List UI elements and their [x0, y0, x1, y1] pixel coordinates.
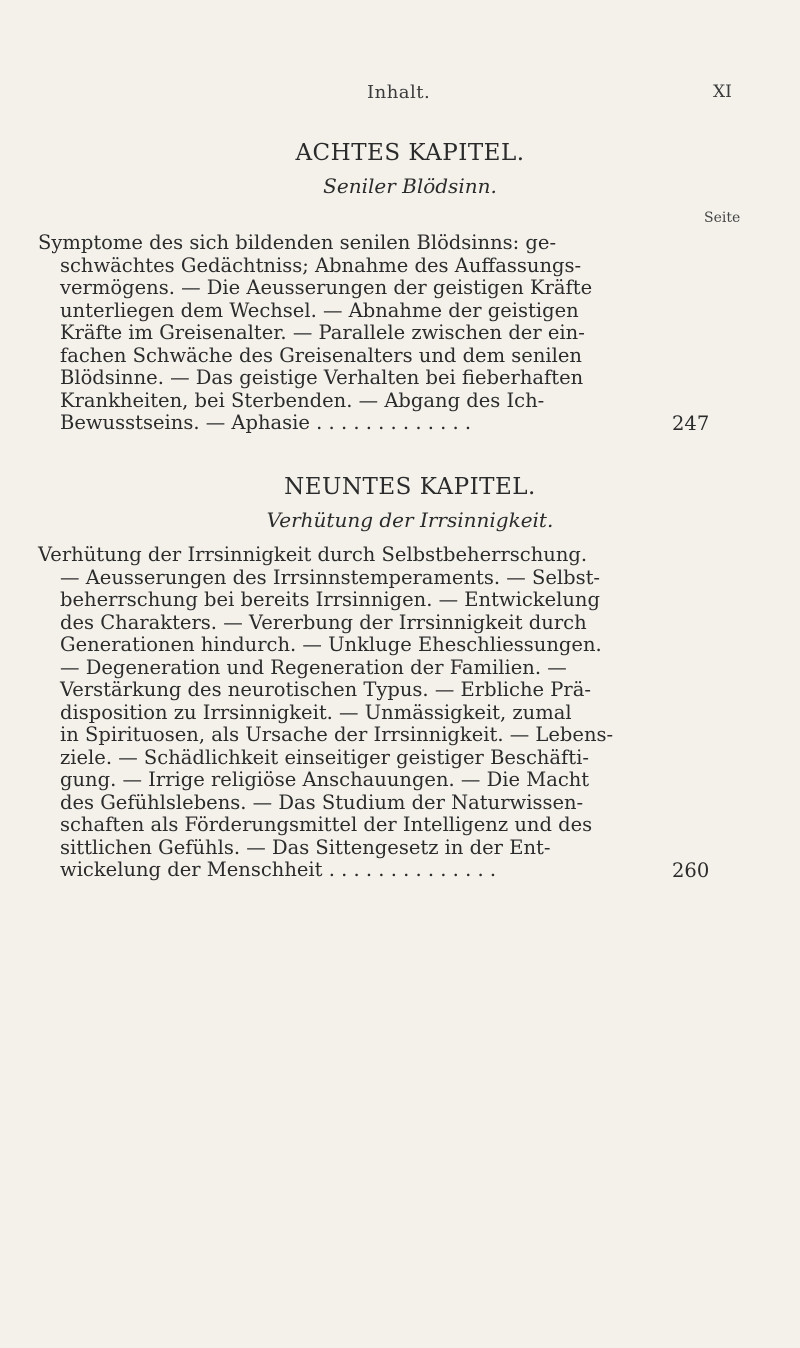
toc-line: Symptome des sich bildenden senilen Blödsinns: ge-	[38, 231, 557, 254]
chapter-8-contents	[38, 232, 718, 435]
toc-line: schwächtes Gedächtniss; Abnahme des Auffassungs-	[60, 253, 582, 277]
toc-line: Krankheiten, bei Sterbenden. — Abgang des Ich-	[60, 388, 545, 412]
toc-line: beherrschung bei bereits Irrsinnigen. — Entwickelung	[60, 588, 600, 611]
toc-line: ziele. — Schädlichkeit einseitiger geistiger Beschäfti-	[60, 745, 589, 769]
toc-line: Generationen hindurch. — Unkluge Eheschliessungen.	[60, 633, 602, 656]
toc-line: des Charakters. — Vererbung der Irrsinnigkeit durch	[60, 610, 587, 634]
chapter-9-heading	[0, 474, 800, 532]
toc-line: fachen Schwäche des Greisenalters und dem senilen	[60, 343, 582, 367]
toc-line: schaften als Förderungsmittel der Intelligenz und des	[60, 813, 593, 836]
seite-label: Seite	[704, 210, 741, 226]
toc-line: — Aeusserungen des Irrsinnstemperaments. — Selbst-	[60, 565, 601, 589]
toc-line: Verstärkung des neurotischen Typus. — Erbliche Prä-	[60, 678, 591, 701]
chapter-title: ACHTES KAPITEL.	[295, 140, 525, 166]
chapter-8-heading	[0, 140, 800, 198]
toc-line: — Degeneration und Regeneration der Familien. —	[60, 655, 567, 679]
chapter-subtitle: Seniler Blödsinn.	[323, 174, 497, 198]
toc-line: Bewusstseins. — Aphasie . . . . . . . . . . . . .	[60, 411, 472, 434]
chapter-title: NEUNTES KAPITEL.	[284, 474, 536, 500]
chapter-8-page-number: 247	[672, 412, 710, 435]
running-head	[0, 82, 800, 106]
toc-line: wickelung der Menschheit . . . . . . . . . . . . . .	[60, 858, 497, 881]
toc-line: Kräfte im Greisenalter. — Parallele zwischen der ein-	[60, 321, 585, 344]
running-head-page-number: XI	[713, 82, 732, 102]
chapter-9-page-number: 260	[672, 859, 710, 882]
toc-line: des Gefühlslebens. — Das Studium der Naturwissen-	[60, 790, 584, 814]
running-head-title: Inhalt.	[367, 82, 431, 103]
toc-line: in Spirituosen, als Ursache der Irrsinnigkeit. — Lebens-	[60, 723, 614, 746]
chapter-9-contents	[38, 544, 718, 882]
chapter-subtitle: Verhütung der Irrsinnigkeit.	[266, 508, 554, 532]
toc-line: sittlichen Gefühls. — Das Sittengesetz in der Ent-	[60, 835, 551, 859]
toc-line: gung. — Irrige religiöse Anschauungen. — Die Macht	[60, 768, 590, 791]
toc-line: disposition zu Irrsinnigkeit. — Unmässigkeit, zumal	[60, 700, 572, 724]
toc-line: vermögens. — Die Aeusserungen der geistigen Kräfte	[60, 276, 593, 299]
toc-line: Blödsinne. — Das geistige Verhalten bei fieberhaften	[60, 366, 584, 389]
toc-line: Verhütung der Irrsinnigkeit durch Selbstbeherrschung.	[38, 543, 588, 566]
toc-line: unterliegen dem Wechsel. — Abnahme der geistigen	[60, 298, 579, 322]
